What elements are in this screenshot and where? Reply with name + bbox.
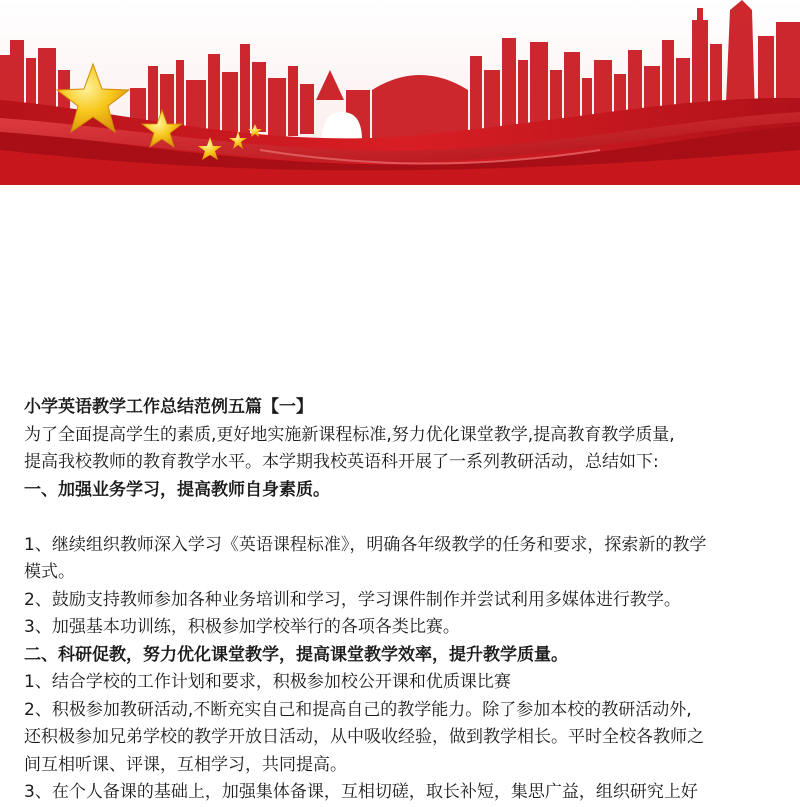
list-item-continuation: 还积极参加兄弟学校的教学开放日活动，从中吸收经验，做到教学相长。平时全校各教师之 (24, 727, 704, 747)
section-heading: 一、加强业务学习，提高教师自身素质。 (24, 479, 330, 500)
list-item: 1、继续组织教师深入学习《英语课程标准》，明确各年级教学的任务和要求，探索新的教学 (24, 534, 707, 555)
list-item-continuation: 间互相听课、评课，互相学习，共同提高。 (24, 754, 347, 775)
city-skyline-banner-graphic (0, 0, 800, 185)
section-heading: 二、科研促教，努力优化课堂教学，提高课堂教学效率，提升教学质量。 (24, 644, 568, 665)
list-item-continuation: 模式。 (24, 562, 75, 582)
document-body (24, 394, 784, 807)
header-banner (0, 0, 800, 185)
blank-line (24, 504, 784, 532)
list-item: 3、加强基本功训练，积极参加学校举行的各项各类比赛。 (24, 617, 460, 637)
paragraph-line: 提高我校教师的教育教学水平。本学期我校英语科开展了一系列教研活动，总结如下: (24, 452, 659, 472)
list-item: 2、鼓励支持教师参加各种业务培训和学习，学习课件制作并尝试利用多媒体进行教学。 (24, 589, 681, 610)
list-item: 1、结合学校的工作计划和要求，积极参加校公开课和优质课比赛 (24, 672, 511, 692)
list-item: 2、积极参加教研活动,不断充实自己和提高自己的教学能力。除了参加本校的教研活动外, (24, 699, 692, 720)
document-title: 小学英语教学工作总结范例五篇【一】 (24, 397, 313, 417)
list-item: 3、在个人备课的基础上，加强集体备课，互相切磋，取长补短，集思广益，组织研究上好 (24, 782, 698, 802)
paragraph-line: 为了全面提高学生的素质,更好地实施新课程标准,努力优化课堂教学,提高教育教学质量, (24, 424, 675, 445)
